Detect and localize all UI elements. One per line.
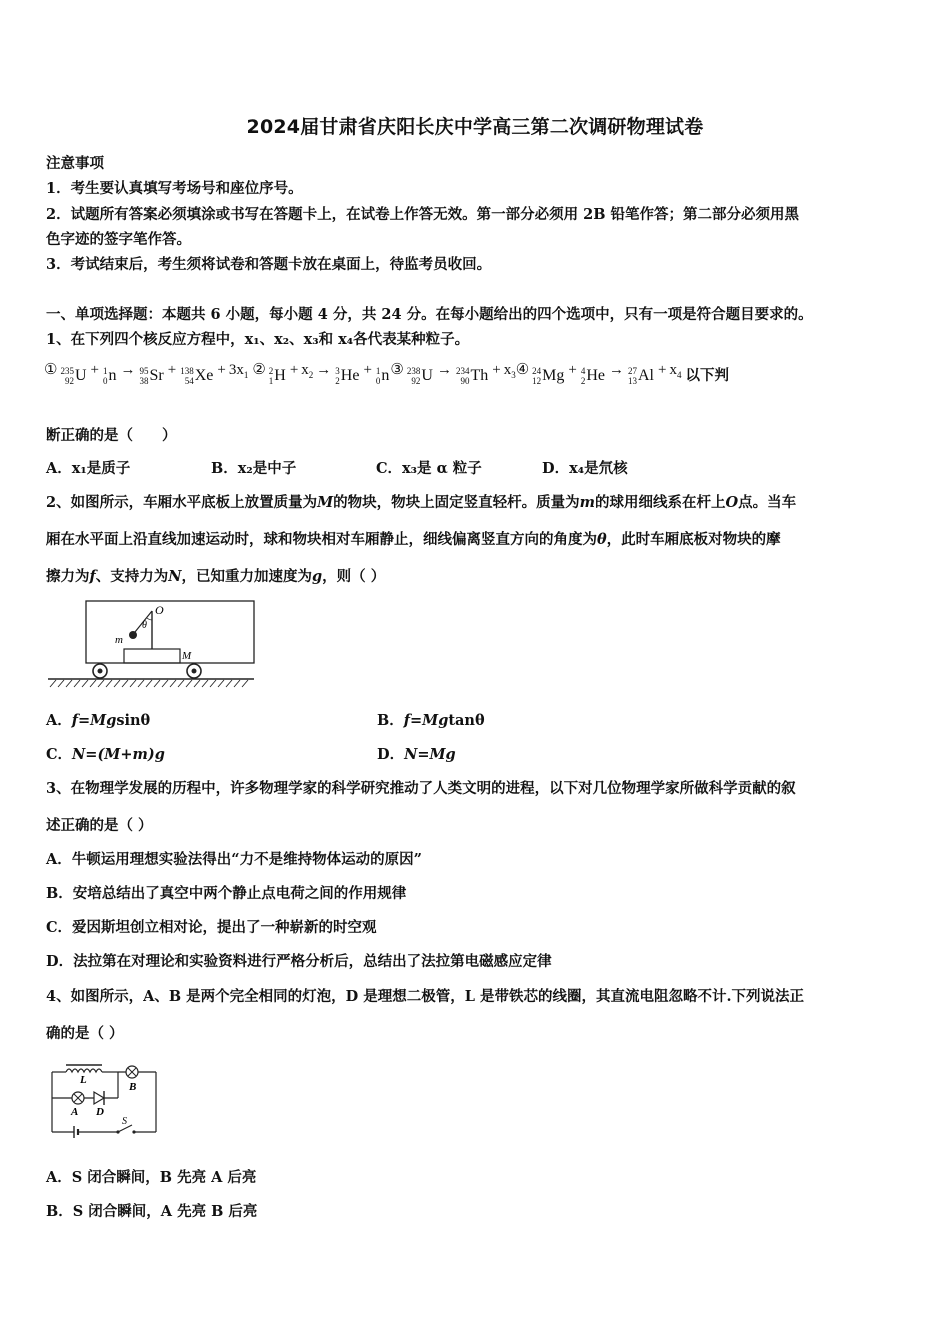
nuclide: 1 0 n — [102, 366, 117, 386]
q1-equations: ① 235 92 U + 1 0 n → 95 38 Sr + 138 54 Xe + $3x_1$ ② 2 1 H + $x_2$ → 3 2 He + 1 0 n ③ 238 92 U → 234 90 Th + $x_3$ ④ 24 12 Mg + 4 2 He → 27 13 Al + $x_4$ 以下判 — [44, 362, 729, 386]
cart-figure — [44, 596, 260, 692]
nuclide: 3 2 He — [335, 366, 360, 386]
q1-stem2: 断正确的是（ ） — [46, 427, 177, 444]
nuclide: 238 92 U — [406, 366, 433, 386]
q3-stem-line1: 3、在物理学发展的历程中，许多物理学家的科学研究推动了人类文明的进程，以下对几位物理学家所做科学贡献的叙 — [46, 780, 796, 797]
q3-option-b: B．安培总结出了真空中两个静止点电荷之间的作用规律 — [46, 885, 407, 902]
circuit-figure — [44, 1056, 168, 1140]
q4-option-b: B．S 闭合瞬间，A 先亮 B 后亮 — [46, 1203, 258, 1220]
particle-x2: $x_2$ — [301, 362, 314, 380]
section-heading: 一、单项选择题：本题共 6 小题，每小题 4 分，共 24 分。在每小题给出的四个选项中，只有一项是符合题目要求的。 — [46, 306, 813, 323]
q3-option-a: A．牛顿运用理想实验法得出“力不是维持物体运动的原因” — [46, 851, 422, 868]
notice-item: 色字迹的签字笔作答。 — [46, 231, 191, 248]
inductor-coil — [66, 1069, 102, 1072]
q1-stem: 1、在下列四个核反应方程中，x₁、x₂、x₃和 x₄各代表某种粒子。 — [46, 331, 470, 348]
q1-option-a: A．x₁是质子 — [46, 460, 131, 477]
block-M — [124, 649, 180, 663]
q4-stem-line2: 确的是（ ） — [46, 1025, 124, 1042]
label-L: L — [80, 1074, 87, 1086]
q2-stem-line3: 擦力为f、支持力为N，已知重力加速度为g，则（ ） — [46, 568, 386, 585]
notice-item: 1．考生要认真填写考场号和座位序号。 — [46, 180, 303, 197]
diode-D — [94, 1092, 104, 1104]
eq-number: ③ — [390, 362, 404, 378]
nuclide: 2 1 H — [268, 366, 286, 386]
q2-stem-line2: 厢在水平面上沿直线加速运动时，球和物块相对车厢静止，细线偏离竖直方向的角度为θ，此时车厢底板对物块的摩 — [46, 531, 781, 548]
q4-stem-line1: 4、如图所示，A、B 是两个完全相同的灯泡，D 是理想二极管，L 是带铁芯的线圈，其直流电阻忽略不计.下列说法正 — [46, 988, 805, 1005]
nuclide: 138 54 Xe — [180, 366, 214, 386]
label-D: D — [96, 1106, 104, 1118]
particle-x1: $3x_1$ — [228, 362, 249, 380]
notice-item: 2．试题所有答案必须填涂或书写在答题卡上，在试卷上作答无效。第一部分必须用 2B 铅笔作答；第二部分必须用黑 — [46, 206, 800, 223]
q3-option-c: C．爱因斯坦创立相对论，提出了一种崭新的时空观 — [46, 919, 377, 936]
label-m: m — [115, 634, 123, 646]
label-M: M — [182, 650, 192, 662]
label-theta: θ — [142, 620, 147, 631]
q1-stem-tail: 以下判 — [685, 367, 729, 384]
label-O: O — [155, 603, 164, 617]
nuclide: 95 38 Sr — [139, 366, 164, 386]
label-S: S — [122, 1116, 127, 1127]
q2-option-c: C．N=(M+m)g — [46, 746, 165, 763]
q1-option-d: D．x₄是氘核 — [542, 460, 628, 477]
eq-number: ④ — [515, 362, 530, 378]
label-A: A — [71, 1106, 79, 1118]
page-title: 2024届甘肃省庆阳长庆中学高三第二次调研物理试卷 — [246, 116, 704, 138]
particle-x3: $x_3$ — [503, 362, 516, 380]
q2-option-b: B．f=Mgtanθ — [377, 712, 485, 729]
q1-option-c: C．x₃是 α 粒子 — [376, 460, 482, 477]
eq-number: ① — [44, 362, 58, 378]
nuclide: 24 12 Mg — [532, 366, 565, 386]
q3-stem-line2: 述正确的是（ ） — [46, 817, 153, 834]
q1-option-b: B．x₂是中子 — [211, 460, 297, 477]
nuclide: 234 90 Th — [455, 366, 489, 386]
q3-option-d: D．法拉第在对理论和实验资料进行严格分析后，总结出了法拉第电磁感应定律 — [46, 953, 552, 970]
cart-body — [86, 601, 254, 663]
nuclide: 235 92 U — [60, 366, 87, 386]
notice-heading: 注意事项 — [46, 155, 104, 172]
q4-option-a: A．S 闭合瞬间，B 先亮 A 后亮 — [46, 1169, 257, 1186]
q2-option-d: D．N=Mg — [377, 746, 456, 763]
nuclide: 27 13 Al — [628, 366, 654, 386]
label-B: B — [129, 1081, 137, 1093]
q2-stem-line1: 2、如图所示，车厢水平底板上放置质量为M的物块，物块上固定竖直轻杆。质量为m的球用细线系在杆上O点。当车 — [46, 494, 797, 511]
nuclide: 1 0 n — [375, 366, 390, 386]
eq-number: ② — [252, 362, 266, 378]
particle-x4: $x_4$ — [669, 362, 682, 380]
q2-option-a: A．f=Mgsinθ — [46, 712, 151, 729]
nuclide: 4 2 He — [580, 366, 605, 386]
ball-m — [129, 631, 137, 639]
notice-item: 3．考试结束后，考生须将试卷和答题卡放在桌面上，待监考员收回。 — [46, 256, 492, 273]
